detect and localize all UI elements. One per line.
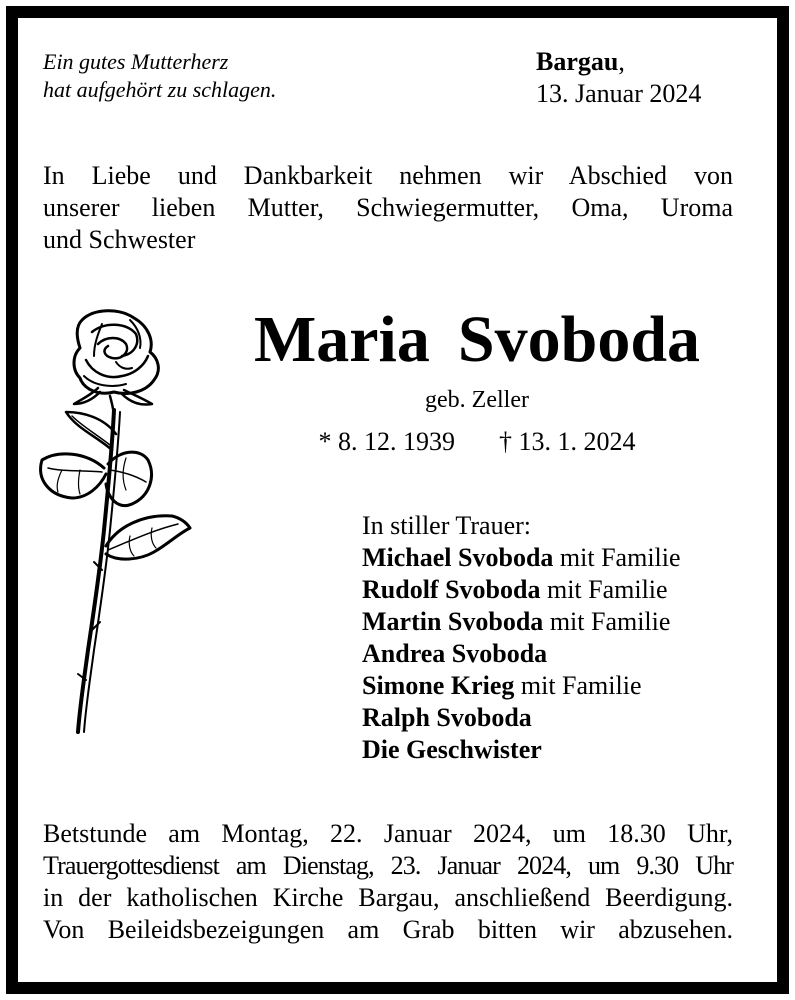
motto-line-1: Ein gutes Mutterherz (43, 49, 229, 74)
mourner-row (362, 638, 681, 670)
service-line-1: Betstunde am Montag, 22. Januar 2024, um 18.30 Uhr, (43, 819, 733, 848)
place: Bargau (536, 47, 619, 76)
intro-line-2: unserer lieben Mutter, Schwiegermutter, Oma, Uroma (43, 193, 733, 222)
service-line-4: Von Beileidsbezeigungen am Grab bitten wir abzusehen. (43, 915, 733, 944)
mourner-row (362, 670, 681, 702)
life-dates (222, 424, 732, 460)
mourner-suffix: mit Familie (543, 607, 671, 636)
mourner-name: Die Geschwister (362, 735, 542, 764)
motto (43, 48, 276, 104)
service-line-2: Trauergottesdienst am Dienstag, 23. Januar 2024, um 9.30 Uhr (43, 851, 733, 880)
first-name: Maria (253, 303, 430, 376)
mourners-intro: In stiller Trauer: (362, 511, 531, 540)
service-info (43, 818, 733, 946)
birth-name: geb. Zeller (425, 387, 529, 413)
service-line-3: in der katholischen Kirche Bargau, anschließend Beerdigung. (43, 883, 733, 912)
mourner-name: Rudolf Svoboda (362, 575, 541, 604)
mourner-row (362, 574, 681, 606)
intro-text (43, 160, 733, 256)
mourner-row (362, 606, 681, 638)
mourner-name: Simone Krieg (362, 671, 515, 700)
rose-icon (22, 300, 192, 740)
mourner-name: Martin Svoboda (362, 607, 544, 636)
birth-date: * 8. 12. 1939 (318, 427, 455, 456)
mourner-name: Michael Svoboda (362, 543, 554, 572)
place-comma: , (618, 47, 625, 76)
motto-line-2: hat aufgehört zu schlagen. (43, 77, 277, 102)
intro-line-1: In Liebe und Dankbarkeit nehmen wir Abschied von (43, 161, 733, 190)
deceased-name (222, 300, 732, 380)
last-name: Svoboda (457, 303, 701, 376)
mourner-name: Andrea Svoboda (362, 639, 548, 668)
mourner-name: Ralph Svoboda (362, 703, 532, 732)
death-date: † 13. 1. 2024 (499, 427, 636, 456)
place-date (536, 46, 701, 110)
intro-line-3: und Schwester (43, 225, 196, 254)
mourner-suffix: mit Familie (553, 543, 681, 572)
mourner-row (362, 734, 681, 766)
mourner-suffix: mit Familie (514, 671, 642, 700)
mourner-row (362, 542, 681, 574)
notice-date: 13. Januar 2024 (536, 79, 702, 108)
mourners (362, 510, 681, 766)
mourner-row (362, 702, 681, 734)
mourner-suffix: mit Familie (540, 575, 668, 604)
